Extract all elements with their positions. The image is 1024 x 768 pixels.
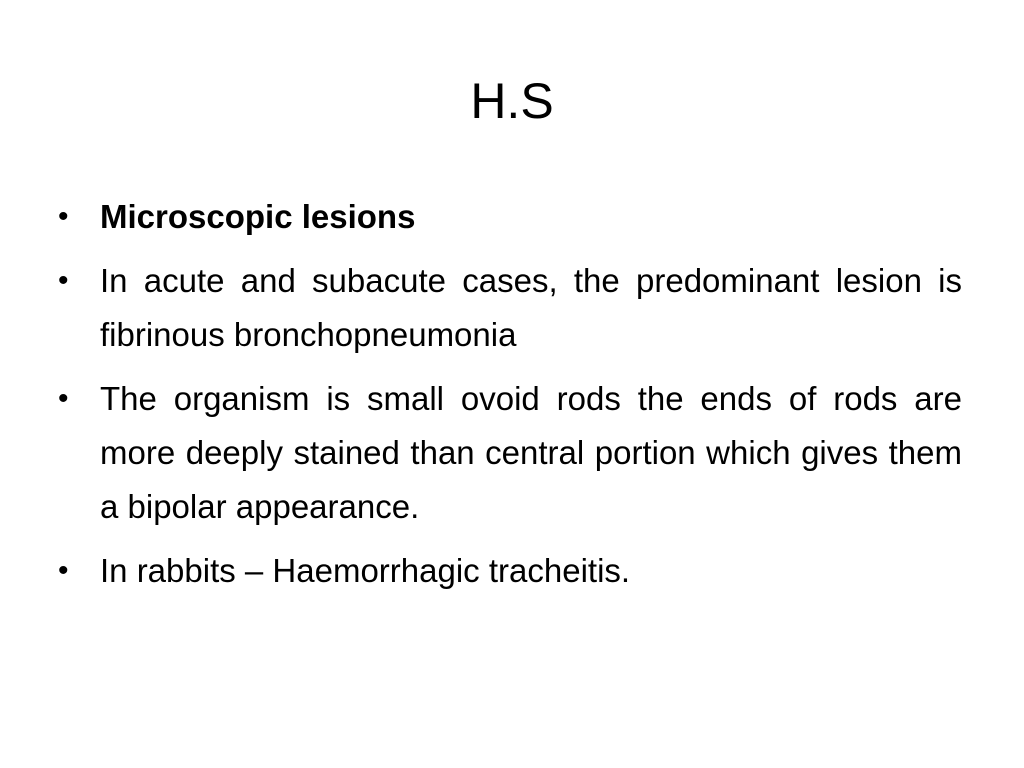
- bullet-text: Microscopic lesions: [100, 198, 416, 235]
- bullet-text: The organism is small ovoid rods the ends of rods are more deeply stained than central portion which gives them a bipolar appearance.: [100, 380, 962, 525]
- bullet-icon: •: [58, 554, 69, 587]
- bullet-list: [58, 190, 962, 608]
- bullet-icon: •: [58, 200, 69, 233]
- bullet-item: [58, 544, 962, 598]
- bullet-icon: •: [58, 382, 69, 415]
- bullet-item: [58, 254, 962, 362]
- bullet-item: [58, 372, 962, 534]
- bullet-text: In acute and subacute cases, the predominant lesion is fibrinous bronchopneumonia: [100, 262, 962, 353]
- bullet-icon: •: [58, 264, 69, 297]
- slide-title: H.S: [470, 73, 554, 129]
- bullet-text: In rabbits – Haemorrhagic tracheitis.: [100, 552, 631, 589]
- bullet-item: [58, 190, 962, 244]
